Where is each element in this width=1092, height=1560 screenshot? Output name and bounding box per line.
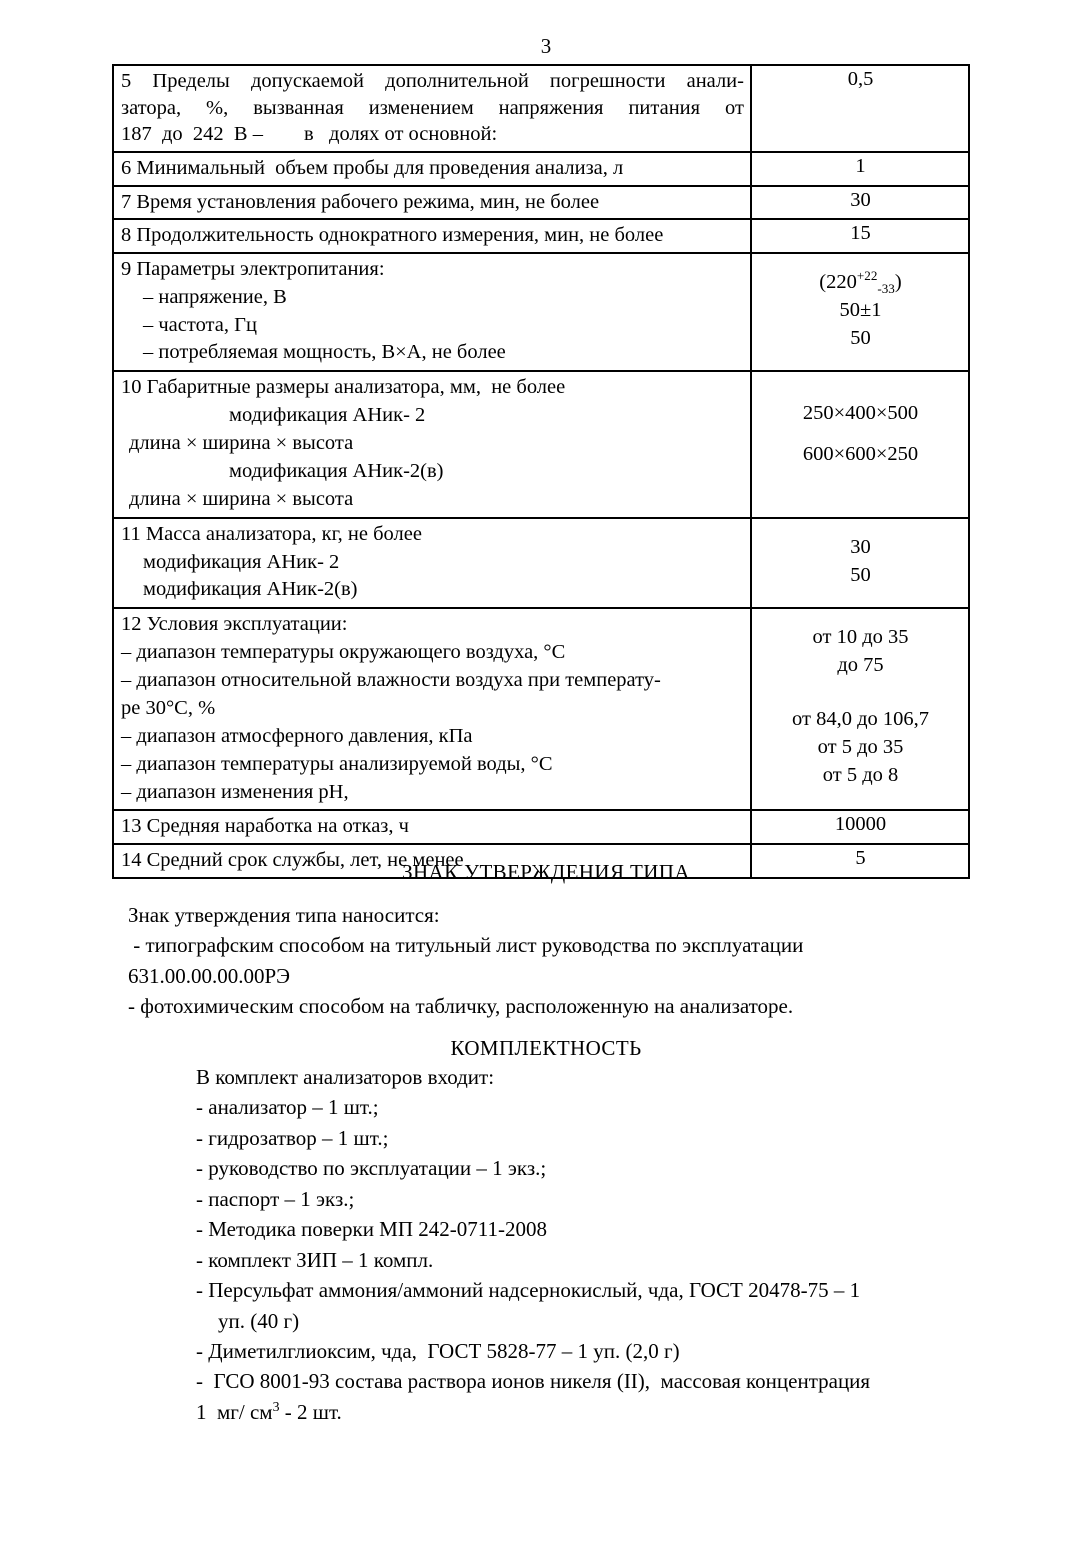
list-item-last: [196, 1397, 870, 1427]
row-12-value-spacer-1: [759, 611, 962, 624]
row-9-name: [113, 253, 751, 372]
row-12-pressure-value: от 84,0 до 106,7: [792, 708, 929, 731]
row-6-value: 1: [751, 152, 969, 186]
row-12-line-1: 12 Условия эксплуатации:: [121, 613, 348, 636]
row-10-value-spacer-2: [759, 387, 962, 400]
list-item: - комплект ЗИП – 1 компл.: [196, 1247, 434, 1272]
specifications-table: [112, 64, 970, 879]
list-item: - паспорт – 1 экз.;: [196, 1186, 355, 1211]
row-10-name: [113, 371, 751, 517]
row-11-mass-anik2: 30: [850, 535, 871, 558]
table-row: [113, 152, 969, 186]
list-item: - руководство по эксплуатации – 1 экз.;: [196, 1156, 547, 1181]
row-9-voltage-value: [759, 269, 962, 297]
row-11-mass-anik2v: 50: [850, 563, 871, 586]
list-item: - анализатор – 1 шт.;: [196, 1095, 379, 1120]
approval-mark-heading: ЗНАК УТВЕРЖДЕНИЯ ТИПА: [402, 860, 690, 884]
row-10-line-1: 10 Габаритные размеры анализатора, мм, не более: [121, 376, 566, 399]
row-14-value: 5: [751, 844, 969, 878]
row-9-line-3: – частота, Гц: [143, 313, 257, 336]
row-13-line-1: 13 Средняя наработка на отказ, ч: [121, 815, 409, 838]
row-9-frequency-value: 50±1: [839, 298, 882, 321]
concentration-prefix: 1 мг/ см: [196, 1399, 273, 1424]
list-item-continuation: уп. (40 г): [218, 1308, 300, 1333]
row-10-line-5: длина × ширина × высота: [129, 487, 354, 510]
row-9-line-2: – напряжение, В: [143, 285, 287, 308]
row-12-water-temp-value: от 5 до 35: [817, 735, 904, 758]
row-10-dims-anik2: 250×400×500: [802, 402, 919, 425]
approval-mark-line-3: - фотохимическим способом на табличку, расположенную на анализаторе.: [128, 994, 794, 1019]
row-12-value: [751, 608, 969, 810]
row-12-value-spacer-2: [759, 680, 962, 693]
list-item: - гидрозатвор – 1 шт.;: [196, 1125, 389, 1150]
table-row: [113, 810, 969, 844]
row-9-line-1: 9 Параметры электропитания:: [121, 257, 385, 280]
row-8-value: 15: [751, 219, 969, 253]
row-12-ph-value: от 5 до 8: [822, 763, 899, 786]
page-number: 3: [540, 34, 552, 58]
row-12-line-6: – диапазон температуры анализируемой воды, °С: [121, 752, 553, 775]
row-6-line-1: 6 Минимальный объем пробы для проведения анализа, л: [121, 156, 624, 179]
row-12-ambient-temp-value: от 10 до 35: [812, 626, 909, 649]
list-item: - Персульфат аммония/аммоний надсернокислый, чда, ГОСТ 20478-75 – 1: [196, 1278, 861, 1303]
row-11-line-2: модификация АНик- 2: [143, 550, 340, 573]
completeness-body: [196, 1062, 870, 1427]
row-10-value: [751, 371, 969, 517]
list-item: - Диметилглиоксим, чда, ГОСТ 5828-77 – 1 уп. (2,0 г): [196, 1338, 680, 1363]
row-7-line-1: 7 Время установления рабочего режима, мин, не более: [121, 190, 600, 213]
row-11-value: [751, 518, 969, 609]
approval-mark-line-1: - типографским способом на титульный лист руководства по эксплуатации: [128, 933, 804, 958]
row-9-line-4: – потребляемая мощность, В×А, не более: [143, 341, 506, 364]
voltage-lower-deviation: -33: [877, 280, 895, 296]
row-8-name: [113, 219, 751, 253]
approval-mark-line-2: 631.00.00.00.00РЭ: [128, 963, 291, 988]
row-9-value: [751, 253, 969, 372]
table-row: [113, 371, 969, 517]
row-9-power-value: 50: [850, 326, 871, 349]
table-row: [113, 219, 969, 253]
table-row: [113, 186, 969, 220]
row-12-line-5: – диапазон атмосферного давления, кПа: [121, 724, 473, 747]
table-row: [113, 608, 969, 810]
row-11-line-3: модификация АНик-2(в): [143, 578, 358, 601]
row-8-line-1: 8 Продолжительность однократного измерения, мин, не более: [121, 224, 664, 247]
row-12-value-spacer-3: [759, 693, 962, 706]
completeness-intro: В комплект анализаторов входит:: [196, 1065, 495, 1089]
table-row: [113, 518, 969, 609]
row-12-name: [113, 608, 751, 810]
row-12-humidity-value: до 75: [837, 654, 884, 677]
voltage-upper-deviation: +22: [856, 268, 878, 284]
row-10-line-2: модификация АНик- 2: [229, 404, 426, 427]
row-5-line-2: затора, %, вызванная изменением напряжения питания от: [121, 96, 744, 119]
list-item: - Методика поверки МП 242-0711-2008: [196, 1217, 547, 1242]
row-10-value-spacer-1: [759, 374, 962, 387]
row-7-value: 30: [751, 186, 969, 220]
row-11-line-1: 11 Масса анализатора, кг, не более: [121, 522, 422, 545]
row-11-value-spacer: [759, 521, 962, 534]
row-6-name: [113, 152, 751, 186]
row-5-line-3: 187 до 242 В – в долях от основной:: [121, 123, 498, 146]
row-5-name: [113, 65, 751, 152]
row-10-value-spacer-3: [759, 428, 962, 441]
row-12-line-3: – диапазон относительной влажности воздуха при температу-: [121, 669, 661, 692]
row-11-name: [113, 518, 751, 609]
cubic-exponent: 3: [272, 1398, 280, 1414]
row-7-name: [113, 186, 751, 220]
approval-mark-intro: Знак утверждения типа наносится:: [128, 903, 440, 927]
table-row: [113, 65, 969, 152]
row-13-name: [113, 810, 751, 844]
row-12-line-2: – диапазон температуры окружающего воздуха, °С: [121, 641, 566, 664]
list-item: - ГСО 8001-93 состава раствора ионов никеля (II), массовая концентрация: [196, 1369, 871, 1394]
row-9-value-spacer: [759, 256, 962, 269]
row-5-line-1: 5 Пределы допускаемой дополнительной погрешности анали-: [121, 70, 744, 92]
concentration-suffix: - 2 шт.: [279, 1399, 342, 1424]
row-10-line-4: модификация АНик-2(в): [229, 459, 444, 482]
row-10-dims-anik2v: 600×600×250: [802, 443, 919, 466]
completeness-heading: КОМПЛЕКТНОСТЬ: [450, 1036, 642, 1060]
approval-mark-body: [128, 900, 803, 1022]
voltage-close: ): [894, 270, 902, 293]
row-13-value: 10000: [751, 810, 969, 844]
row-12-line-7: – диапазон изменения рН,: [121, 780, 349, 803]
row-14-line-1: 14 Средний срок службы, лет, не менее: [121, 849, 464, 872]
row-5-value: 0,5: [751, 65, 969, 152]
row-10-line-3: длина × ширина × высота: [129, 432, 354, 455]
row-12-line-4: ре 30°С, %: [121, 696, 216, 719]
voltage-open: (220: [819, 270, 857, 293]
table-row: [113, 253, 969, 372]
